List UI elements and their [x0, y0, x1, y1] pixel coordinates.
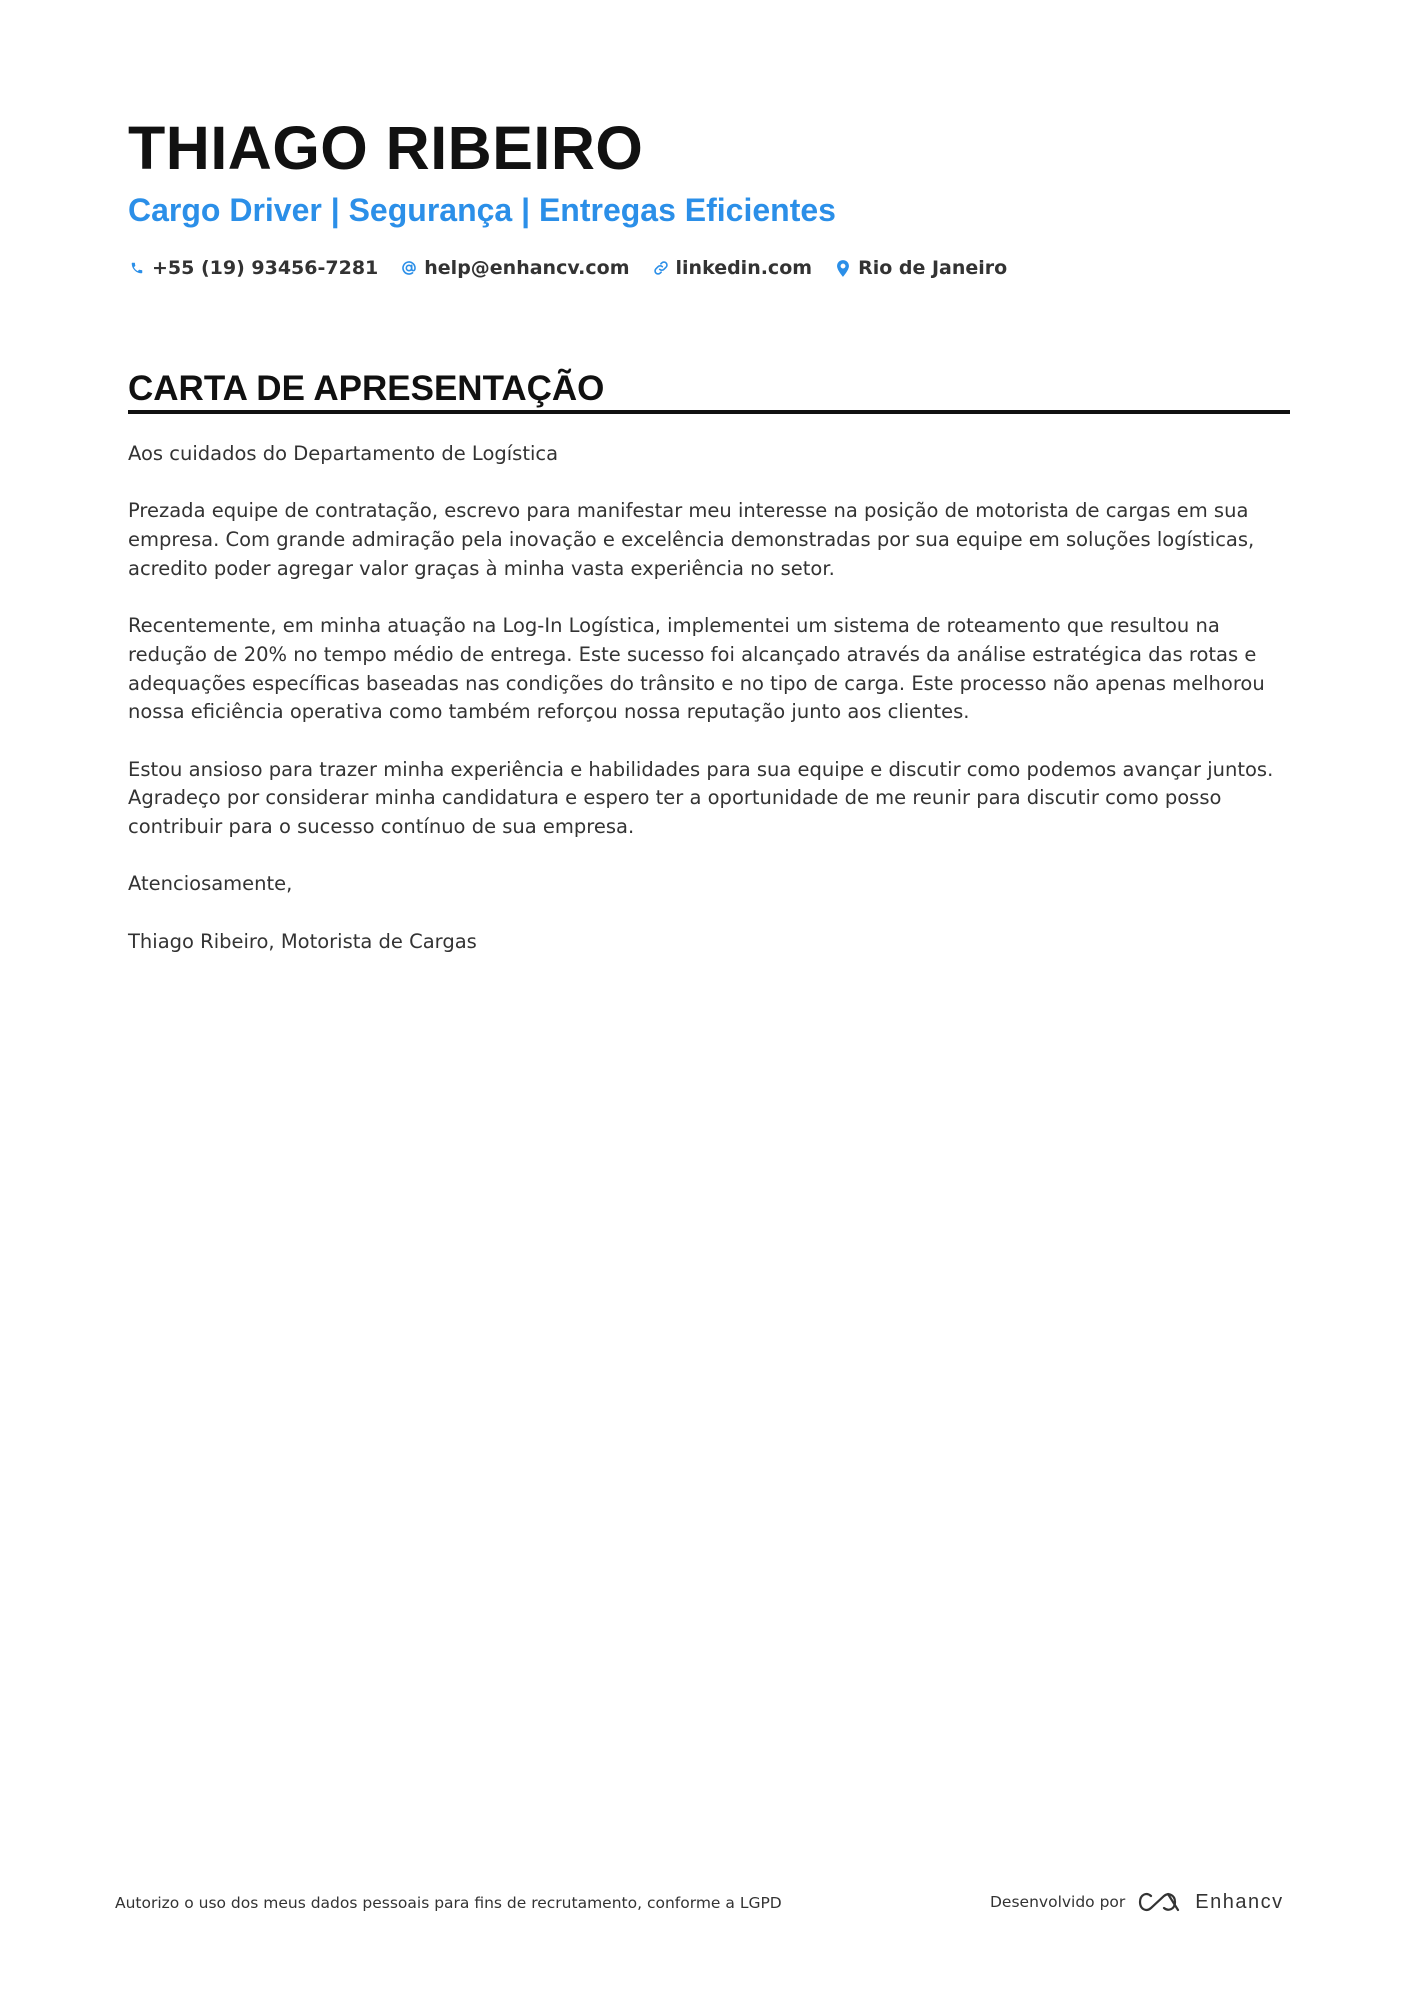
letter-paragraph: Prezada equipe de contratação, escrevo para manifestar meu interesse na posição de motorista de cargas em sua empresa. Com grande admiração pela inovação e excelência demonstradas por sua equipe em soluções logísticas, acredito poder agregar valor graças à minha vasta experiência no setor.: [128, 499, 1255, 580]
contact-linkedin[interactable]: [652, 257, 813, 279]
phone-icon: [128, 258, 146, 278]
contact-location-text: Rio de Janeiro: [858, 257, 1008, 279]
enhancv-logo-icon: [1137, 1890, 1183, 1914]
footer-brand-name: Enhancv: [1195, 1890, 1284, 1913]
candidate-name: THIAGO RIBEIRO: [128, 114, 644, 182]
contact-phone-text: +55 (19) 93456-7281: [152, 257, 379, 279]
candidate-headline: Cargo Driver | Segurança | Entregas Eficientes: [128, 192, 836, 228]
footer-branding[interactable]: [990, 1890, 1284, 1914]
at-icon: [400, 258, 418, 278]
letter-paragraph: Estou ansioso para trazer minha experiência e habilidades para sua equipe e discutir como podemos avançar juntos. Agradeço por considerar minha candidatura e espero ter a oportunidade de me reunir para discutir como posso contribuir para o sucesso contínuo de sua empresa.: [128, 757, 1274, 839]
contact-linkedin-text: linkedin.com: [675, 257, 813, 279]
letter-paragraph: Recentemente, em minha atuação na Log-In Logística, implementei um sistema de roteamento que resultou na redução de 20% no tempo médio de entrega. Este sucesso foi alcançado através da análise estratégica das rotas e adequações específicas baseadas nas condições do trânsito e no tipo de carga. Este processo não apenas melhorou nossa eficiência operativa como também reforçou nossa reputação junto aos clientes.: [128, 614, 1265, 724]
section-title: CARTA DE APRESENTAÇÃO: [128, 369, 605, 408]
letter-signature: Thiago Ribeiro, Motorista de Cargas: [128, 929, 477, 953]
section-divider: [128, 410, 1290, 414]
contact-email-text: help@enhancv.com: [424, 257, 630, 279]
contact-email[interactable]: [400, 257, 629, 279]
footer-powered-by: Desenvolvido por: [990, 1893, 1126, 1911]
footer-consent: Autorizo o uso dos meus dados pessoais para fins de recrutamento, conforme a LGPD: [115, 1894, 782, 1912]
link-icon: [652, 258, 670, 278]
contact-location: [834, 257, 1007, 279]
letter-body: [128, 440, 1290, 985]
contact-phone[interactable]: [128, 257, 378, 279]
letter-recipient: Aos cuidados do Departamento de Logística: [128, 442, 559, 465]
contact-bar: [128, 255, 1029, 281]
letter-closing: Atenciosamente,: [128, 872, 293, 896]
location-pin-icon: [834, 258, 852, 278]
